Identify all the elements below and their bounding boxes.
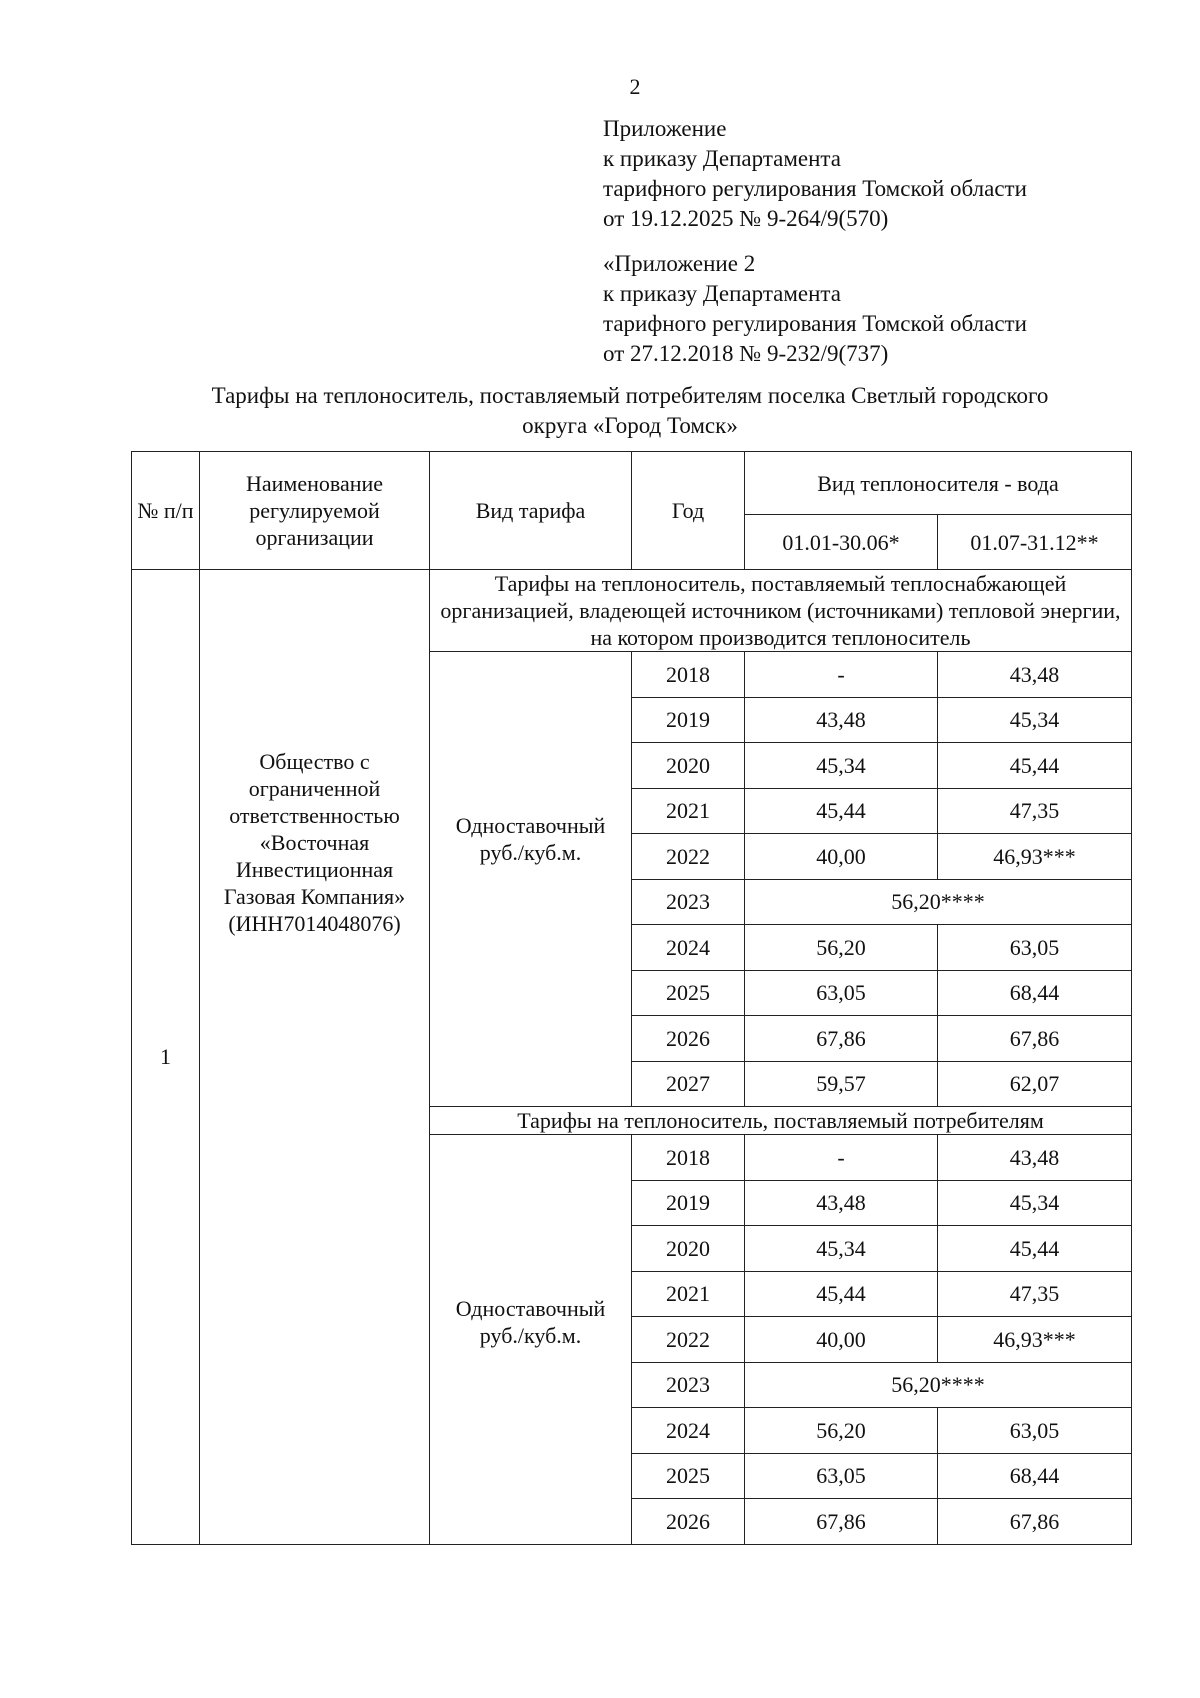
year-cell: 2023 xyxy=(632,1362,745,1408)
tariff-value-first-half: 59,57 xyxy=(745,1061,938,1107)
year-cell: 2019 xyxy=(632,697,745,743)
header-organization: Наименование регулируемой организации xyxy=(200,452,430,570)
tariff-value-second-half: 43,48 xyxy=(938,1135,1132,1181)
appendix-line: тарифного регулирования Томской области xyxy=(603,176,1027,201)
header-row xyxy=(132,452,1132,515)
header-year: Год xyxy=(632,452,745,570)
tariff-value-second-half: 68,44 xyxy=(938,970,1132,1016)
tariff-type-cell xyxy=(430,1135,632,1545)
year-cell: 2020 xyxy=(632,1226,745,1272)
tariff-value-first-half: 63,05 xyxy=(745,970,938,1016)
year-cell: 2024 xyxy=(632,925,745,971)
title-line: Тарифы на теплоноситель, поставляемый потребителям поселка Светлый городского xyxy=(211,383,1049,408)
header-period-1: 01.01-30.06* xyxy=(745,515,938,570)
header-num: № п/п xyxy=(132,452,200,570)
tariff-value-second-half: 47,35 xyxy=(938,1271,1132,1317)
tariff-type-cell xyxy=(430,652,632,1107)
year-cell: 2024 xyxy=(632,1408,745,1454)
year-cell: 2027 xyxy=(632,1061,745,1107)
tariff-value-second-half: 46,93*** xyxy=(938,1317,1132,1363)
tariff-value-first-half: 40,00 xyxy=(745,834,938,880)
tariff-value-second-half: 67,86 xyxy=(938,1499,1132,1545)
tariff-value-first-half: 67,86 xyxy=(745,1499,938,1545)
tariff-value-first-half: - xyxy=(745,652,938,698)
year-cell: 2026 xyxy=(632,1499,745,1545)
section-title: Тарифы на теплоноситель, поставляемый потребителям xyxy=(430,1107,1132,1135)
year-cell: 2025 xyxy=(632,970,745,1016)
tariff-value-second-half: 47,35 xyxy=(938,788,1132,834)
tariff-value-second-half: 45,34 xyxy=(938,1180,1132,1226)
appendix-line: от 27.12.2018 № 9-232/9(737) xyxy=(603,341,889,366)
tariff-value-second-half: 46,93*** xyxy=(938,834,1132,880)
appendix-header-original xyxy=(603,249,1163,369)
section-title: Тарифы на теплоноситель, поставляемый теплоснабжающей организацией, владеющей источником (источниками) тепловой энергии, на котором производится теплоноситель xyxy=(430,570,1132,652)
tariff-value-second-half: 45,44 xyxy=(938,743,1132,789)
tariff-value-second-half: 63,05 xyxy=(938,1408,1132,1454)
tariff-value-first-half: 45,44 xyxy=(745,788,938,834)
spacer xyxy=(204,570,425,748)
header-period-2: 01.07-31.12** xyxy=(938,515,1132,570)
tariff-value-first-half: 43,48 xyxy=(745,1180,938,1226)
year-cell: 2018 xyxy=(632,1135,745,1181)
page-number: 2 xyxy=(629,74,641,99)
tariff-value-second-half: 67,86 xyxy=(938,1016,1132,1062)
year-cell: 2026 xyxy=(632,1016,745,1062)
tariff-value-first-half: 43,48 xyxy=(745,697,938,743)
title-line: округа «Город Томск» xyxy=(522,413,738,438)
spacer xyxy=(434,652,627,812)
tariff-type-label: Одноставочный руб./куб.м. xyxy=(455,813,606,865)
year-cell: 2021 xyxy=(632,1271,745,1317)
appendix-header-current xyxy=(603,114,1163,234)
year-cell: 2022 xyxy=(632,834,745,880)
spacer xyxy=(434,1135,627,1295)
tariff-table xyxy=(131,451,1132,1545)
tariff-value-second-half: 68,44 xyxy=(938,1453,1132,1499)
tariff-value-second-half: 45,34 xyxy=(938,697,1132,743)
appendix-line: к приказу Департамента xyxy=(603,281,841,306)
appendix-line: «Приложение 2 xyxy=(603,251,756,276)
document-title xyxy=(130,381,1130,441)
tariff-value-first-half: 67,86 xyxy=(745,1016,938,1062)
appendix-line: к приказу Департамента xyxy=(603,146,841,171)
organization-cell xyxy=(200,570,430,1545)
tariff-value-first-half: 45,34 xyxy=(745,1226,938,1272)
tariff-value-second-half: 45,44 xyxy=(938,1226,1132,1272)
tariff-value-first-half: 45,44 xyxy=(745,1271,938,1317)
year-cell: 2020 xyxy=(632,743,745,789)
year-cell: 2023 xyxy=(632,879,745,925)
tariff-type-label: Одноставочный руб./куб.м. xyxy=(455,1296,606,1348)
header-tariff-type: Вид тарифа xyxy=(430,452,632,570)
row-number-cell: 1 xyxy=(132,570,200,1545)
tariff-value-first-half: 63,05 xyxy=(745,1453,938,1499)
appendix-line: тарифного регулирования Томской области xyxy=(603,311,1027,336)
tariff-value-merged: 56,20**** xyxy=(745,879,1132,925)
organization-name: Общество с ограниченной ответственностью «Восточная Инвестиционная Газовая Компания» (ИНН7014048076) xyxy=(223,749,406,936)
year-cell: 2019 xyxy=(632,1180,745,1226)
tariff-value-second-half: 63,05 xyxy=(938,925,1132,971)
tariff-value-second-half: 43,48 xyxy=(938,652,1132,698)
appendix-line: Приложение xyxy=(603,116,727,141)
tariff-value-first-half: 45,34 xyxy=(745,743,938,789)
year-cell: 2021 xyxy=(632,788,745,834)
section-title-row xyxy=(132,570,1132,652)
header-carrier: Вид теплоносителя - вода xyxy=(745,452,1132,515)
tariff-value-first-half: 40,00 xyxy=(745,1317,938,1363)
tariff-value-merged: 56,20**** xyxy=(745,1362,1132,1408)
year-cell: 2018 xyxy=(632,652,745,698)
tariff-value-second-half: 62,07 xyxy=(938,1061,1132,1107)
year-cell: 2022 xyxy=(632,1317,745,1363)
year-cell: 2025 xyxy=(632,1453,745,1499)
tariff-value-first-half: 56,20 xyxy=(745,925,938,971)
tariff-value-first-half: - xyxy=(745,1135,938,1181)
appendix-line: от 19.12.2025 № 9-264/9(570) xyxy=(603,206,889,231)
tariff-table-body xyxy=(132,452,1132,1545)
tariff-value-first-half: 56,20 xyxy=(745,1408,938,1454)
